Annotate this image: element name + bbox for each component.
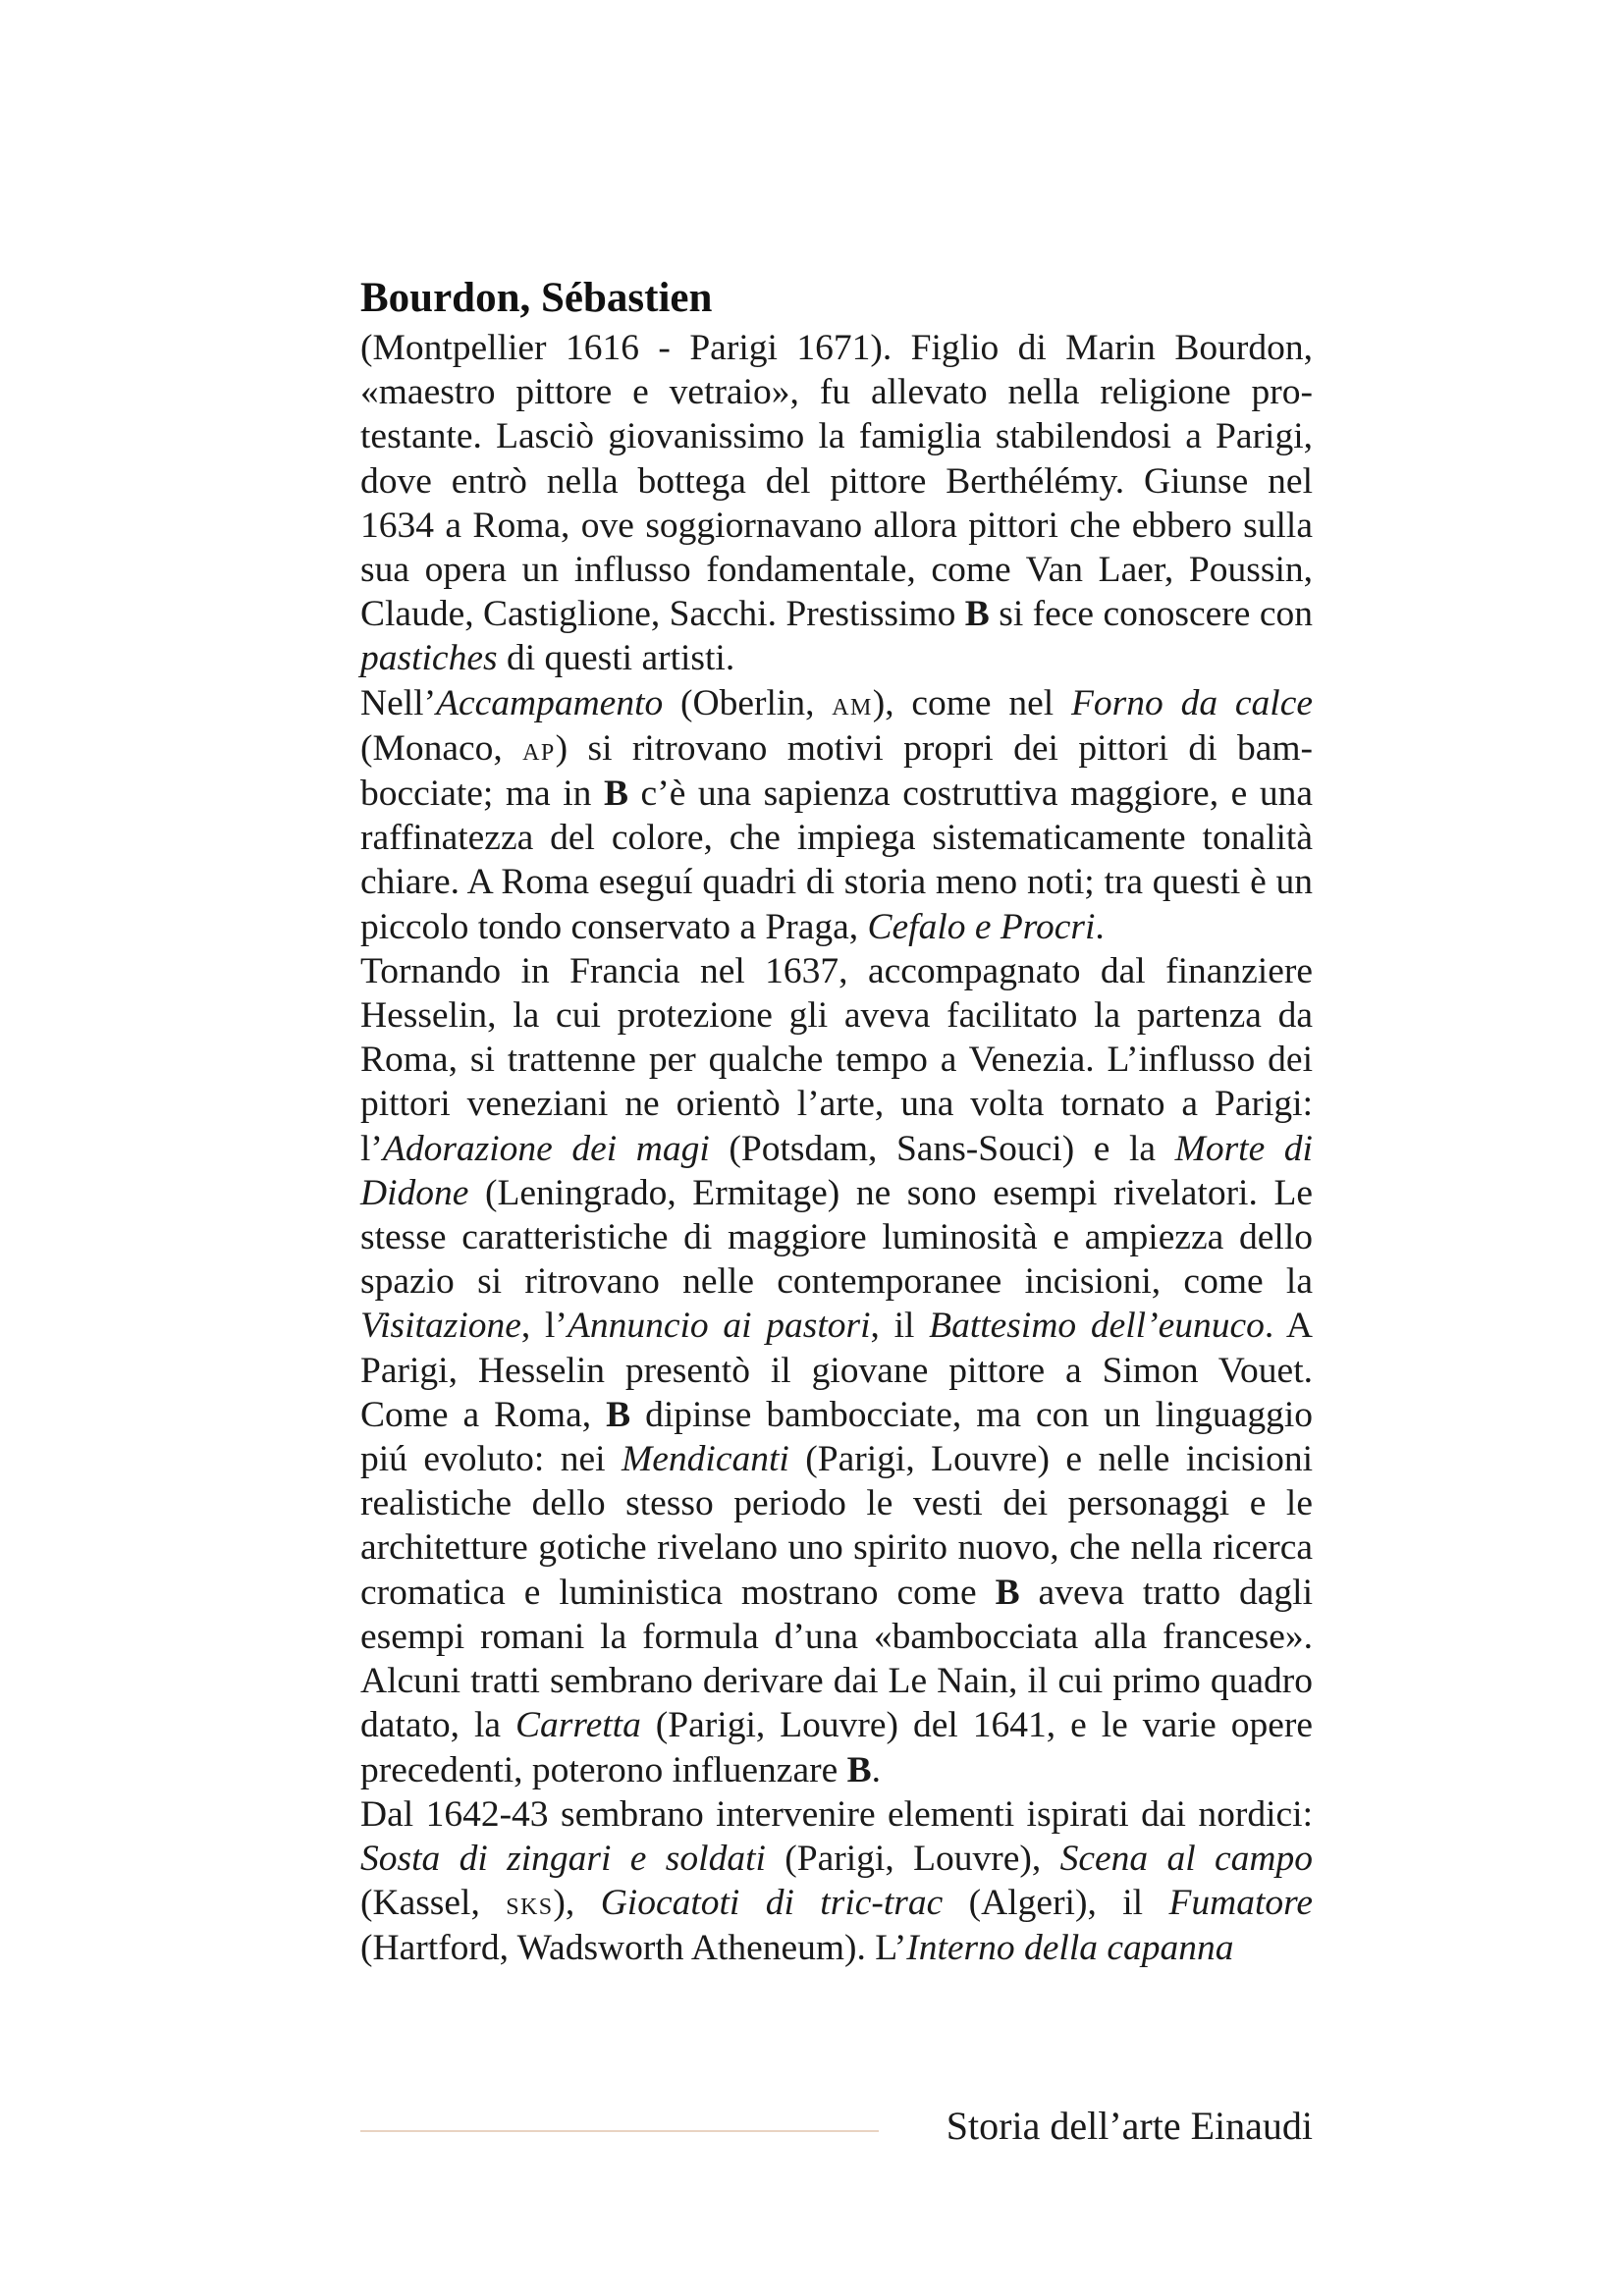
text-run: . A Parigi, Hesselin presentò il giovane pittore a Simon Vouet. Come a Roma, — [360, 1306, 1313, 1435]
italic-title: Interno della capanna — [906, 1928, 1234, 1969]
article-page — [360, 271, 1313, 1971]
text-run: (Hartford, Wadsworth Atheneum). L’ — [360, 1928, 907, 1969]
text-run: (Parigi, Louvre) del 1641, e le varie opere precedenti, poterono influenzare — [360, 1705, 1313, 1790]
paragraph — [360, 949, 1313, 1792]
text-run: , il — [870, 1306, 930, 1347]
bold-abbrev: B — [603, 774, 628, 815]
italic-title: Mendicanti — [622, 1439, 789, 1480]
italic-title: Scena al campo — [1059, 1838, 1314, 1879]
text-run: dipinse bambocciate, ma con un linguaggio piú evoluto: nei — [360, 1394, 1313, 1480]
italic-title: Fumatore — [1168, 1883, 1313, 1924]
text-run: (Kassel, — [360, 1883, 507, 1924]
text-run: ), come nel — [872, 682, 1072, 723]
text-run: (Monaco, — [360, 727, 523, 769]
entry-title: Bourdon, Sébastien — [360, 275, 713, 321]
text-run: (Parigi, Louvre) e nelle incisioni realistiche dello stesso periodo le vesti dei personaggi e le architetture gotiche rivelano uno spirito nuovo, che nella ricerca cromatica e luministica mostrano come — [360, 1439, 1313, 1613]
bold-abbrev: B — [606, 1394, 631, 1435]
italic-title: Annuncio ai pastori — [567, 1306, 871, 1347]
text-run: Nell’ — [360, 682, 437, 723]
italic-title: Visitazione — [360, 1306, 521, 1347]
footer-publisher: Storia dell’arte Einaudi — [946, 2104, 1313, 2148]
text-run: , l’ — [520, 1306, 568, 1347]
italic-title: Accampamento — [436, 682, 664, 723]
italic-title: Giocatoti di tric-trac — [600, 1883, 944, 1924]
bold-abbrev: B — [846, 1749, 872, 1790]
paragraph — [360, 681, 1313, 949]
text-run: (Algeri), il — [943, 1883, 1169, 1924]
text-run: c’è una sapienza costruttiva maggiore, e una raffinatezza del colore, che impiega sistematicamente tonalità chiare. A Roma eseguí quadri di storia meno noti; tra questi è un piccolo tondo conservato a Praga, — [360, 774, 1313, 947]
italic-title: Adorazione dei magi — [382, 1128, 710, 1169]
text-run: ) si ritrovano motivi propri dei pittori di bambocciate; ma in — [360, 727, 1314, 815]
footer-rule — [360, 2130, 879, 2132]
bold-abbrev: B — [995, 1572, 1020, 1613]
italic-title: Cefalo e Procri — [867, 906, 1096, 947]
text-run: . — [1095, 906, 1105, 947]
italic-title: Sosta di zingari e soldati — [360, 1838, 766, 1879]
text-run: (Potsdam, Sans-Souci) e la — [709, 1128, 1175, 1169]
italic-title: Forno da calce — [1071, 682, 1313, 723]
text-run: (Oberlin, — [663, 682, 833, 723]
italic-title: pastiches — [360, 638, 498, 679]
text-run: . — [871, 1749, 881, 1790]
text-run: (Parigi, Louvre), — [765, 1838, 1060, 1879]
italic-title: Morte di Didone — [360, 1128, 1313, 1213]
museum-siglum: sks — [506, 1885, 554, 1923]
text-run: (Leningrado, Ermitage) ne sono esempi rivelatori. Le stesse caratteristiche di maggiore luminosità e ampiezza dello spazio si ritrovano nelle contemporanee incisioni, come la — [360, 1172, 1313, 1303]
italic-title: Carretta — [515, 1705, 641, 1746]
text-run: ), — [553, 1883, 601, 1924]
text-run: Tornando in Francia nel 1637, accompagnato dal finanziere Hesselin, la cui protezione gli aveva facilitato la partenza da Roma, si trattenne per qualche tempo a Venezia. L’influsso dei pittori veneziani ne orientò l’arte, una volta tornato a Parigi: l’ — [360, 950, 1313, 1169]
bold-abbrev: B — [964, 594, 990, 635]
museum-siglum: am — [832, 684, 873, 722]
page-footer — [360, 2101, 1313, 2156]
paragraph — [360, 1792, 1313, 1971]
paragraph — [360, 326, 1313, 681]
text-run: aveva tratto dagli esempi romani la formula d’una «bambocciata alla francese». Alcuni tratti sembrano derivare dai Le Nain, il cui primo quadro datato, la — [360, 1572, 1313, 1746]
text-run: (Montpellier 1616 - Parigi 1671). Figlio di Marin Bourdon, «maestro pittore e vetraio», fu allevato nella religione protestante. Lasciò giovanissimo la famiglia stabilendosi a Parigi, dove entrò nella bottega del pittore Berthélémy. Giunse nel 1634 a Roma, ove soggiornavano allora pittori che ebbero sulla sua opera un influsso fondamentale, come Van Laer, Poussin, Claude, Castiglione, Sacchi. Prestissimo — [360, 328, 1313, 635]
entry-body — [360, 326, 1313, 1971]
text-run: Dal 1642-43 sembrano intervenire elementi ispirati dai nordici: — [360, 1793, 1313, 1835]
text-run: di questi artisti. — [497, 638, 735, 679]
italic-title: Battesimo dell’eunuco — [929, 1306, 1265, 1347]
museum-siglum: ap — [522, 729, 556, 768]
text-run: si fece conoscere con — [989, 594, 1313, 635]
